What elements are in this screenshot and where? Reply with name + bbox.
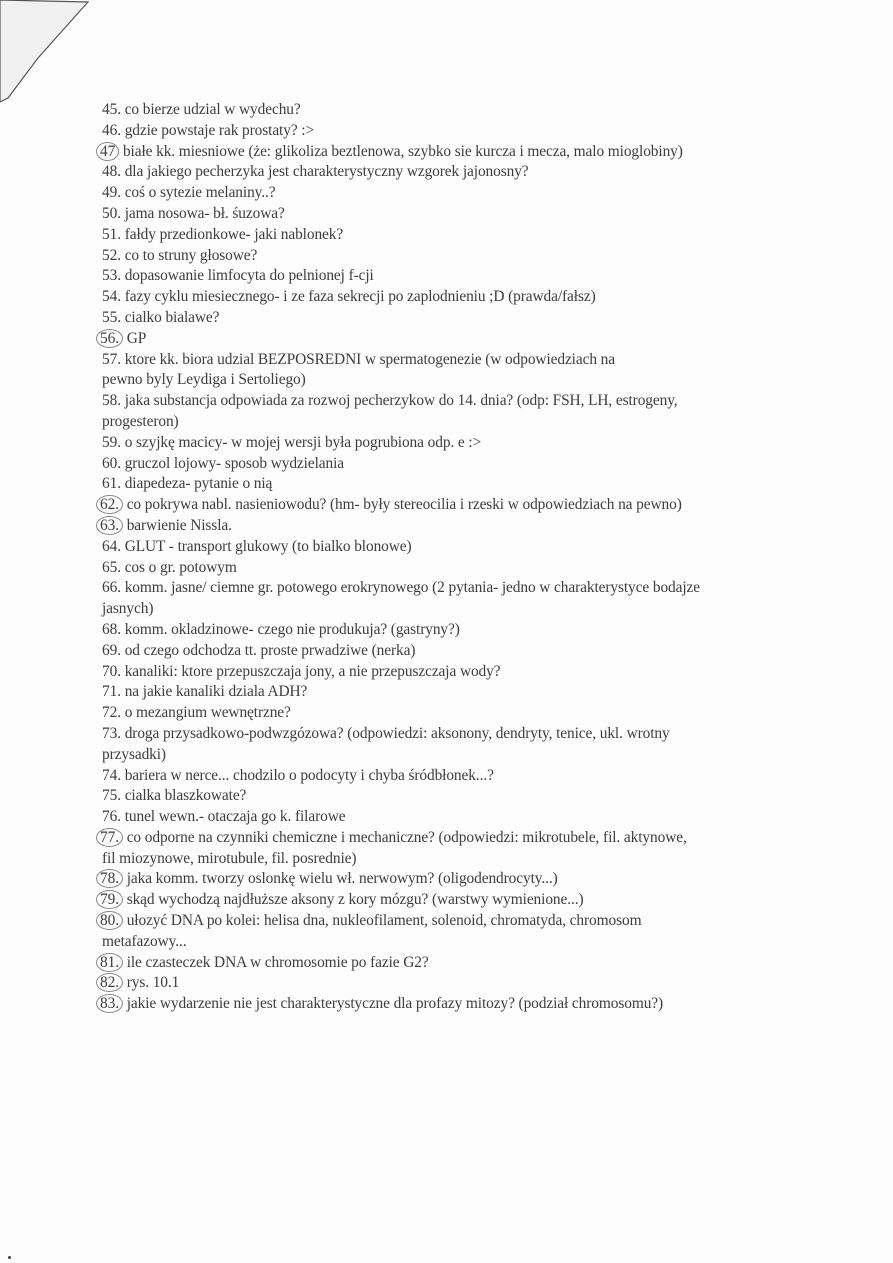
question-item [102,225,702,246]
question-text: GP [122,329,147,347]
question-item [102,162,702,183]
question-text: co odporne na czynniki chemiczne i mechaniczne? (odpowiedzi: mikrotubele, fil. aktynowe, fil miozynowe, mirotubule, fil. posrednie) [102,828,687,867]
question-number: 52. [102,246,121,264]
question-text: bariera w nerce... chodzilo o podocyty i chyba śródbłonek...? [120,766,494,784]
question-number: 73. [102,724,121,742]
question-item [102,703,702,724]
question-item [102,911,702,953]
question-text: fazy cyklu miesiecznego- i ze faza sekrecji po zaplodnieniu ;D (prawda/fałsz) [120,288,596,306]
question-text: coś o sytezie melaniny..? [120,184,276,202]
circled-question-number: 47 [96,142,119,161]
question-text: cialka blaszkowate? [120,787,247,805]
question-text: jaka komm. tworzy oslonkę wielu wł. nerwowym? (oligodendrocyty...) [122,870,558,888]
question-number: 70. [102,662,121,680]
question-item [102,495,702,516]
question-item [102,766,702,787]
question-number: 53. [102,267,121,285]
circled-question-number: 77. [96,828,123,847]
question-number: 60. [102,454,121,472]
question-number: 50. [102,204,121,222]
question-text: co bierze udzial w wydechu? [120,101,301,118]
question-text: jakie wydarzenie nie jest charakterystyczne dla profazy mitozy? (podział chromosomu?) [122,995,664,1013]
question-item [102,828,702,870]
question-text: ułozyć DNA po kolei: helisa dna, nukleofilament, solenoid, chromatyda, chromosom metafazowy... [102,912,642,950]
question-text: cos o gr. potowym [120,558,237,576]
question-item [102,869,702,890]
question-number: 57. [102,350,121,368]
circled-question-number: 80. [96,911,123,930]
question-number: 75. [102,787,121,805]
question-text: skąd wychodzą najdłuższe aksony z kory mózgu? (warstwy wymienione...) [122,891,584,909]
circled-question-number: 56. [96,329,123,348]
question-item [102,329,702,350]
question-number: 51. [102,225,121,243]
question-item [102,973,702,994]
question-text: gdzie powstaje rak prostaty? :> [120,121,315,139]
circled-question-number: 78. [96,869,123,888]
question-text: pewno byly Leydiga i Sertoliego) [102,371,306,389]
question-item [102,953,702,974]
question-text: ktore kk. biora udzial BEZPOSREDNI w spermatogenezie (w odpowiedziach na [120,350,615,368]
question-number: 66. [102,579,121,597]
question-text: od czego odchodza tt. proste prwadziwe (nerka) [120,641,416,659]
question-text: komm. jasne/ ciemne gr. potowego erokrynowego (2 pytania- jedno w charakterystyce bodajze jasnych) [102,579,701,618]
question-number: 55. [102,308,121,326]
question-number: 58. [102,392,121,410]
circled-question-number: 63. [96,516,123,535]
question-number: 74. [102,766,121,784]
question-text: droga przysadkowo-podwzgózowa? (odpowiedzi: aksonony, dendryty, tenice, ukl. wrotny przysadki) [102,724,670,763]
question-item [102,454,702,475]
question-text: fałdy przedionkowe- jaki nablonek? [120,225,344,243]
question-item [102,246,702,267]
circled-question-number: 83. [96,994,123,1013]
question-number: 46. [102,121,121,139]
question-item [102,807,702,828]
question-text: GLUT - transport glukowy (to bialko blonowe) [120,537,412,555]
question-number: 54. [102,288,121,306]
question-text: kanaliki: ktore przepuszczaja jony, a nie przepuszczaja wody? [120,662,501,680]
question-number: 76. [102,808,121,826]
question-text: na jakie kanaliki dziala ADH? [120,683,308,701]
question-number: 68. [102,620,121,638]
circled-question-number: 62. [96,495,123,514]
question-list [102,100,702,1015]
question-number: 64. [102,537,121,555]
question-text: diapedeza- pytanie o nią [120,475,273,493]
question-number: 48. [102,163,121,181]
question-item [102,516,702,537]
question-item [102,537,702,558]
question-number: 61. [102,475,121,493]
question-item [102,183,702,204]
question-item [102,100,702,121]
question-text: co pokrywa nabl. nasieniowodu? (hm- były stereocilia i rzeski w odpowiedziach na pewno) [122,496,682,514]
question-number: 65. [102,558,121,576]
question-item [102,266,702,287]
question-text: rys. 10.1 [122,974,180,992]
question-item [102,662,702,683]
question-text: gruczol lojowy- sposob wydzielania [120,454,344,472]
question-text: jaka substancja odpowiada za rozwoj pecherzykow do 14. dnia? (odp: FSH, LH, estrogeny, progesteron) [102,392,678,430]
question-item [102,433,702,454]
question-text: o szyjkę macicy- w mojej wersji była pogrubiona odp. e :> [120,433,482,451]
question-text: komm. okladzinowe- czego nie produkuja? (gastryny?) [120,620,460,638]
circled-question-number: 79. [96,890,123,909]
question-text: tunel wewn.- otaczaja go k. filarowe [120,808,346,826]
question-number: 49. [102,184,121,202]
question-item [102,370,702,391]
question-item [102,994,702,1015]
scan-speck [8,1256,11,1259]
question-number: 59. [102,433,121,451]
question-number: 69. [102,641,121,659]
question-item [102,786,702,807]
question-item [102,287,702,308]
circled-question-number: 82. [96,973,123,992]
question-item [102,682,702,703]
question-item [102,391,702,433]
question-item [102,142,702,163]
question-item [102,724,702,766]
question-text: cialko bialawe? [120,308,220,326]
question-text: co to struny głosowe? [120,246,258,264]
question-text: ile czasteczek DNA w chromosomie po fazie G2? [122,953,429,971]
question-text: barwienie Nissla. [122,516,232,534]
question-text: jama nosowa- bł. śuzowa? [120,204,285,222]
circled-question-number: 81. [96,953,123,972]
question-item [102,558,702,579]
question-item [102,620,702,641]
question-text: białe kk. miesniowe (że: glikoliza beztlenowa, szybko sie kurcza i mecza, malo mioglobiny) [119,142,683,160]
question-text: o mezangium wewnętrzne? [120,704,291,722]
folded-corner-mark [0,0,100,110]
question-item [102,578,702,620]
question-text: dla jakiego pecherzyka jest charakterystyczny wzgorek jajonosny? [120,163,529,181]
question-text: dopasowanie limfocyta do pelnionej f-cji [120,267,374,285]
question-number: 45. [102,101,121,118]
question-number: 71. [102,683,121,701]
question-item [102,121,702,142]
question-item [102,474,702,495]
question-item [102,350,702,371]
question-item [102,204,702,225]
question-item [102,641,702,662]
question-number: 72. [102,704,121,722]
question-item [102,308,702,329]
question-item [102,890,702,911]
